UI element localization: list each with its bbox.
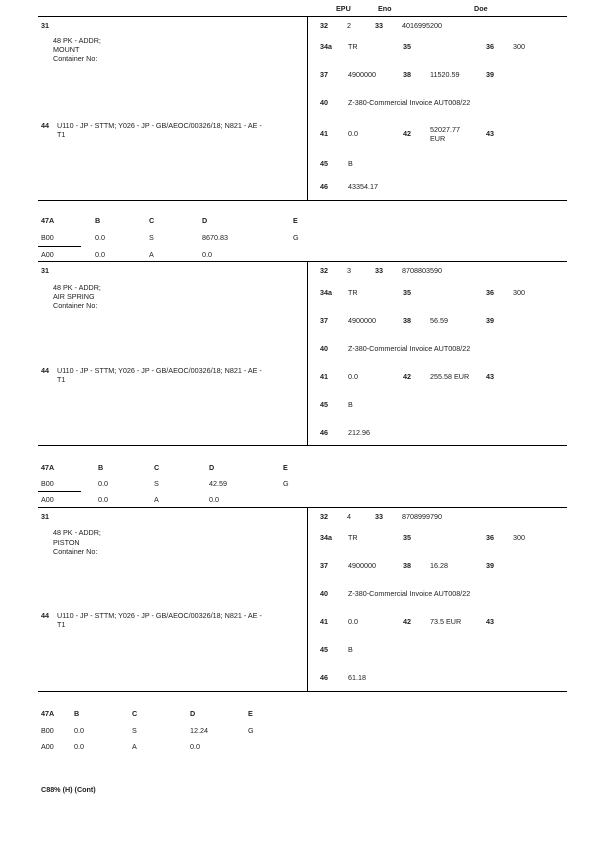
procedure-code: 4900000 (348, 561, 376, 570)
box-34a-label: 34a (320, 288, 332, 297)
box-36-label: 36 (486, 533, 494, 542)
box-46-label: 46 (320, 182, 328, 191)
box-39-label: 39 (486, 561, 494, 570)
box-36-value: 300 (513, 533, 525, 542)
adjustment: B (348, 645, 353, 654)
tax-header-c: C (149, 216, 155, 225)
box-46-label: 46 (320, 428, 328, 437)
tax-mp: G (283, 479, 289, 488)
tax-rate: S (132, 726, 137, 735)
box-43-label: 43 (486, 617, 494, 626)
tax-type: B00 (41, 479, 54, 488)
tax-amount: 0.0 (190, 742, 200, 751)
tax-header-d: D (209, 463, 215, 472)
box-43-label: 43 (486, 372, 494, 381)
box-36-label: 36 (486, 42, 494, 51)
container-label: Container No: (53, 547, 98, 556)
box-33-label: 33 (375, 266, 383, 275)
box-44-label: 44 (41, 121, 49, 130)
tax-header-e: E (248, 709, 253, 718)
tax-amount: 12.24 (190, 726, 208, 735)
box-42-label: 42 (403, 372, 411, 381)
item-price-line: 52027.77 (430, 125, 460, 134)
tax-amount: 0.0 (202, 250, 212, 259)
item-number: 4 (347, 512, 351, 521)
supplementary-units: 0.0 (348, 372, 358, 381)
tax-mp: G (293, 233, 299, 242)
tax-amount: 42.59 (209, 479, 227, 488)
box-35-label: 35 (403, 533, 411, 542)
header-rule (38, 16, 567, 17)
item-number: 3 (347, 266, 351, 275)
tax-base: 0.0 (95, 250, 105, 259)
country-origin: TR (348, 42, 358, 51)
country-origin: TR (348, 288, 358, 297)
item-divider (307, 507, 308, 691)
box-34a-label: 34a (320, 42, 332, 51)
container-label: Container No: (53, 54, 98, 63)
box-33-label: 33 (375, 512, 383, 521)
tax-type: A00 (41, 742, 54, 751)
tax-base: 0.0 (74, 742, 84, 751)
previous-document: Z-380-Commercial Invoice AUT008/22 (348, 98, 471, 107)
item-divider (307, 16, 308, 200)
tax-rate: A (132, 742, 137, 751)
item-rule (38, 200, 567, 201)
tax-type: B00 (41, 726, 54, 735)
tax-header-c: C (132, 709, 138, 718)
country-origin: TR (348, 533, 358, 542)
box-40-label: 40 (320, 589, 328, 598)
item-rule (38, 261, 567, 262)
supplementary-units: 0.0 (348, 617, 358, 626)
tax-header-c: C (154, 463, 160, 472)
box-45-label: 45 (320, 159, 328, 168)
tax-underline (38, 246, 81, 247)
form-footer: C88% (H) (Cont) (41, 785, 96, 794)
tax-rate: S (154, 479, 159, 488)
commodity-code: 8708803590 (402, 266, 442, 275)
box-40-label: 40 (320, 98, 328, 107)
header-doe: Doe (474, 4, 488, 13)
tax-rate: A (154, 495, 159, 504)
item-number: 2 (347, 21, 351, 30)
box-35-label: 35 (403, 42, 411, 51)
box-39-label: 39 (486, 316, 494, 325)
box-31-label: 31 (41, 512, 49, 521)
procedure-code: 4900000 (348, 316, 376, 325)
tax-base: 0.0 (98, 479, 108, 488)
box-44-label: 44 (41, 611, 49, 620)
tax-base: 0.0 (74, 726, 84, 735)
special-mentions-line: U110 - JP - STTM; Y026 - JP - GB/AEOC/00326/18; N821 - AE - (57, 611, 262, 620)
tax-header-47a: 47A (41, 709, 55, 718)
box-37-label: 37 (320, 316, 328, 325)
tax-base: 0.0 (98, 495, 108, 504)
tax-header-d: D (202, 216, 208, 225)
item-price-line: 73.5 EUR (430, 617, 462, 626)
tax-header-47a: 47A (41, 216, 55, 225)
header-eno: Eno (378, 4, 392, 13)
item-price-line: 255.58 EUR (430, 372, 470, 381)
tax-type: B00 (41, 233, 54, 242)
tax-header-47a: 47A (41, 463, 55, 472)
tax-type: A00 (41, 495, 54, 504)
item-rule (38, 445, 567, 446)
box-37-label: 37 (320, 561, 328, 570)
tax-header-b: B (98, 463, 104, 472)
tax-mp: G (248, 726, 254, 735)
box-38-label: 38 (403, 70, 411, 79)
box-38-label: 38 (403, 316, 411, 325)
tax-header-b: B (95, 216, 101, 225)
special-mentions-line: U110 - JP - STTM; Y026 - JP - GB/AEOC/00326/18; N821 - AE - (57, 121, 262, 130)
box-45-label: 45 (320, 645, 328, 654)
tax-base: 0.0 (95, 233, 105, 242)
box-37-label: 37 (320, 70, 328, 79)
goods-description-line: AIR SPRING (53, 292, 95, 301)
box-34a-label: 34a (320, 533, 332, 542)
box-42-label: 42 (403, 129, 411, 138)
net-mass: 16.28 (430, 561, 448, 570)
item-divider (307, 261, 308, 445)
box-41-label: 41 (320, 617, 328, 626)
special-mentions-line: T1 (57, 375, 66, 384)
box-36-value: 300 (513, 288, 525, 297)
adjustment: B (348, 400, 353, 409)
tax-type: A00 (41, 250, 54, 259)
box-41-label: 41 (320, 129, 328, 138)
box-41-label: 41 (320, 372, 328, 381)
previous-document: Z-380-Commercial Invoice AUT008/22 (348, 344, 471, 353)
statistical-value: 61.18 (348, 673, 366, 682)
goods-description-line: 48 PK - ADDR; (53, 36, 101, 45)
item-rule (38, 507, 567, 508)
goods-description-line: MOUNT (53, 45, 80, 54)
previous-document: Z-380-Commercial Invoice AUT008/22 (348, 589, 471, 598)
statistical-value: 43354.17 (348, 182, 378, 191)
container-label: Container No: (53, 301, 98, 310)
goods-description-line: PISTON (53, 538, 80, 547)
special-mentions-line: T1 (57, 620, 66, 629)
box-46-label: 46 (320, 673, 328, 682)
item-price-line: EUR (430, 134, 446, 143)
box-36-value: 300 (513, 42, 525, 51)
box-40-label: 40 (320, 344, 328, 353)
box-42-label: 42 (403, 617, 411, 626)
box-32-label: 32 (320, 266, 328, 275)
tax-rate: S (149, 233, 154, 242)
tax-underline (38, 491, 81, 492)
net-mass: 56.59 (430, 316, 448, 325)
tax-header-e: E (293, 216, 298, 225)
supplementary-units: 0.0 (348, 129, 358, 138)
box-44-label: 44 (41, 366, 49, 375)
tax-rate: A (149, 250, 154, 259)
commodity-code: 8708999790 (402, 512, 442, 521)
special-mentions-line: U110 - JP - STTM; Y026 - JP - GB/AEOC/00326/18; N821 - AE - (57, 366, 262, 375)
box-38-label: 38 (403, 561, 411, 570)
box-32-label: 32 (320, 512, 328, 521)
net-mass: 11520.59 (430, 70, 460, 79)
tax-header-b: B (74, 709, 80, 718)
tax-header-d: D (190, 709, 196, 718)
goods-description-line: 48 PK - ADDR; (53, 528, 101, 537)
statistical-value: 212.96 (348, 428, 370, 437)
box-33-label: 33 (375, 21, 383, 30)
box-45-label: 45 (320, 400, 328, 409)
special-mentions-line: T1 (57, 130, 66, 139)
box-39-label: 39 (486, 70, 494, 79)
item-rule (38, 691, 567, 692)
box-36-label: 36 (486, 288, 494, 297)
box-31-label: 31 (41, 21, 49, 30)
box-43-label: 43 (486, 129, 494, 138)
tax-amount: 8670.83 (202, 233, 228, 242)
box-31-label: 31 (41, 266, 49, 275)
procedure-code: 4900000 (348, 70, 376, 79)
tax-amount: 0.0 (209, 495, 219, 504)
box-32-label: 32 (320, 21, 328, 30)
commodity-code: 4016995200 (402, 21, 442, 30)
goods-description-line: 48 PK - ADDR; (53, 283, 101, 292)
header-epu: EPU (336, 4, 351, 13)
box-35-label: 35 (403, 288, 411, 297)
adjustment: B (348, 159, 353, 168)
tax-header-e: E (283, 463, 288, 472)
